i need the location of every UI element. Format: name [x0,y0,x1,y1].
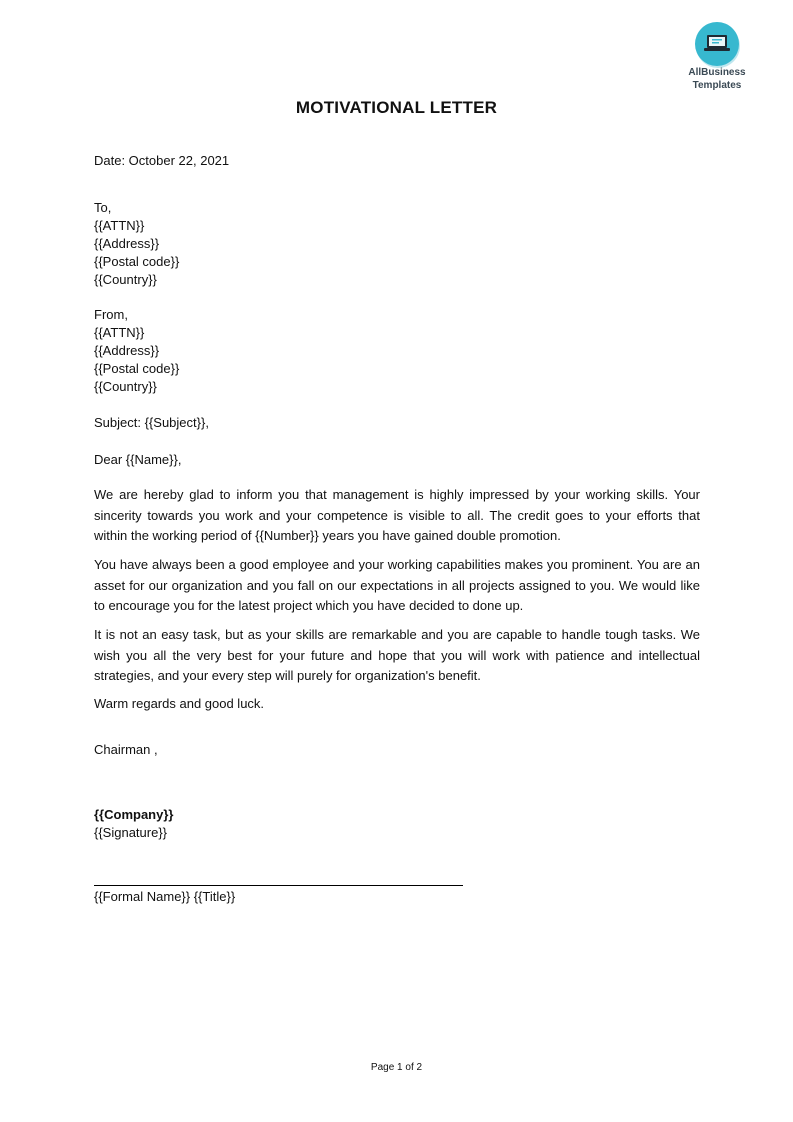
signoff: Chairman , [94,742,158,757]
subject-line: Subject: {{Subject}}, [94,415,209,430]
from-postal-code: {{Postal code}} [94,361,180,376]
from-address: {{Address}} [94,343,160,358]
company-name: {{Company}} [94,807,174,822]
from-label: From, [94,307,128,322]
to-postal-code: {{Postal code}} [94,254,180,269]
greeting: Dear {{Name}}, [94,452,182,467]
logo [672,22,762,92]
to-address: {{Address}} [94,236,160,251]
closing-line: Warm regards and good luck. [94,696,265,711]
from-country: {{Country}} [94,379,157,394]
formal-name-title: {{Formal Name}} {{Title}} [94,889,236,904]
body-paragraph-1: We are hereby glad to inform you that management is highly impressed by your working skills. Your sincerity towards you work and your competence is visible to all. The credit goes to your efforts that within the working period of {{Number}} years you have gained double promotion. [94,487,700,543]
body-paragraph-3: It is not an easy task, but as your skills are remarkable and you are capable to handle tough tasks. We wish you all the very best for your future and hope that you will work with patience and intellectual strategies, and your every step will purely for organization's benefit. [94,627,700,683]
logo-text-line2: Templates [692,80,742,91]
to-country: {{Country}} [94,272,157,287]
signature: {{Signature}} [94,825,168,840]
body-paragraph-2: You have always been a good employee and your working capabilities makes you prominent. You are an asset for our organization and you fall on our expectations in all projects assigned to you. We would like to encourage you for the latest project which you have decided to done up. [94,557,700,613]
page-number: Page 1 of 2 [370,1062,423,1073]
laptop-icon [695,22,739,66]
to-attn: {{ATTN}} [94,218,145,233]
to-label: To, [94,200,112,215]
from-attn: {{ATTN}} [94,325,145,340]
signature-line [94,885,463,886]
logo-text-line1: AllBusiness [688,67,746,78]
page-title: MOTIVATIONAL LETTER [295,98,498,117]
date-line: Date: October 22, 2021 [94,153,230,168]
